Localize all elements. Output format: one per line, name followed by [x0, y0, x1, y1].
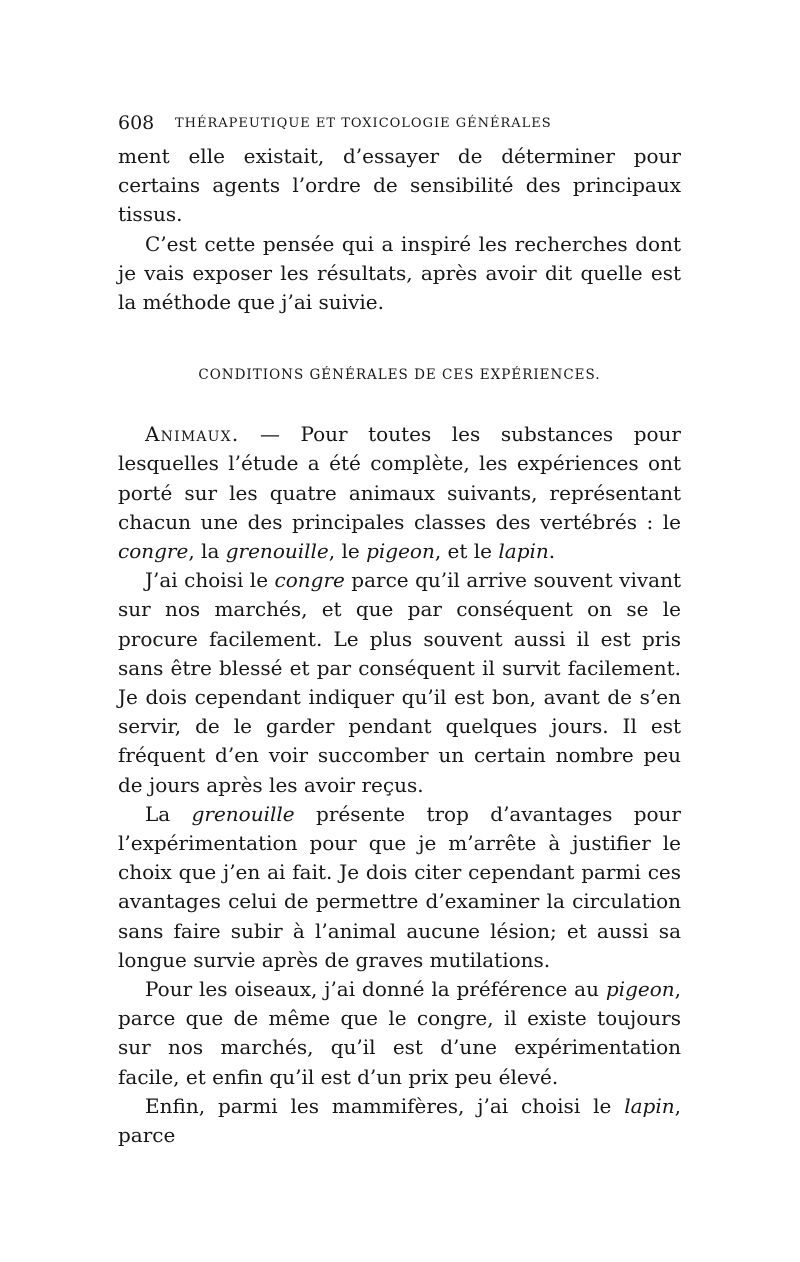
paragraph-text: , parce [118, 1093, 681, 1148]
paragraph-text: . [548, 539, 556, 564]
paragraph-text: , parce que de même que le congre, il existe toujours sur nos marchés, qu’il est d’une expérimentation facile, et enfin qu’il est d’un prix peu élevé. [118, 977, 681, 1089]
book-page [118, 112, 681, 1150]
running-head [118, 112, 681, 142]
paragraph-text: — Pour toutes les substances pour lesquelles l’étude a été complète, les expériences ont porté sur les quatre animaux suivants, représentant chacun une des principales classes des vertébrés : le [118, 422, 681, 534]
page-number: 608 [118, 112, 155, 134]
italic-term-pigeon: pigeon [366, 539, 435, 564]
paragraph-text: Enfin, parmi les mammifères, j’ai choisi le [145, 1093, 625, 1118]
section-heading: CONDITIONS GÉNÉRALES DE CES EXPÉRIENCES. [198, 367, 601, 384]
italic-term-lapin: lapin [624, 1093, 675, 1118]
italic-term-congre: congre [118, 539, 189, 564]
italic-term-grenouille: grenouille [191, 801, 295, 826]
paragraph-grenouille [118, 800, 681, 975]
paragraph-intro: C’est cette pensée qui a inspiré les recherches dont je vais exposer les résultats, après avoir dit quelle est la méthode que j’ai suivie. [118, 231, 681, 315]
paragraph-congre [118, 566, 681, 800]
italic-term-pigeon: pigeon [605, 977, 675, 1002]
paragraph-text: parce qu’il arrive souvent vivant sur nos marchés, et que par conséquent on se le procure facilement. Le plus souvent aussi il est pris sans être blessé et par conséquent il survit facilement. Je dois cependant indiquer qu’il est bon, avant de s’en servir, de le garder pendant quelques jours. Il est fréquent d’en voir succomber un certain nombre peu de jours après les avoir reçus. [118, 568, 681, 797]
paragraph-text: , le [328, 539, 367, 564]
paragraph-text: La [145, 801, 192, 826]
paragraph-continuation: ment elle existait, d’essayer de déterminer pour certains agents l’ordre de sensibilité des principaux tissus. [118, 144, 681, 227]
paragraph-text: présente trop d’avantages pour l’expérimentation pour que je m’arrête à justifier le choix que j’en ai fait. Je dois citer cependant parmi ces avantages celui de permettre d’examiner la circulation sans faire subir à l’animal aucune lésion; et aussi sa longue survie après de graves mutilations. [118, 801, 681, 972]
paragraph-text: Pour les oiseaux, j’ai donné la préférence au [145, 977, 606, 1002]
paragraph-text: , et le [434, 539, 499, 564]
italic-term-congre: congre [274, 568, 345, 593]
italic-term-grenouille: grenouille [225, 539, 329, 564]
paragraph-text: , la [188, 539, 226, 564]
running-title: THÉRAPEUTIQUE ET TOXICOLOGIE GÉNÉRALES [175, 116, 552, 131]
paragraph-text: J’ai choisi le [145, 568, 275, 593]
paragraph-animaux [118, 420, 681, 566]
paragraph-lapin [118, 1092, 681, 1150]
italic-term-lapin: lapin [498, 539, 549, 564]
paragraph-lead-animaux: Animaux. [145, 422, 240, 447]
paragraph-pigeon [118, 975, 681, 1092]
